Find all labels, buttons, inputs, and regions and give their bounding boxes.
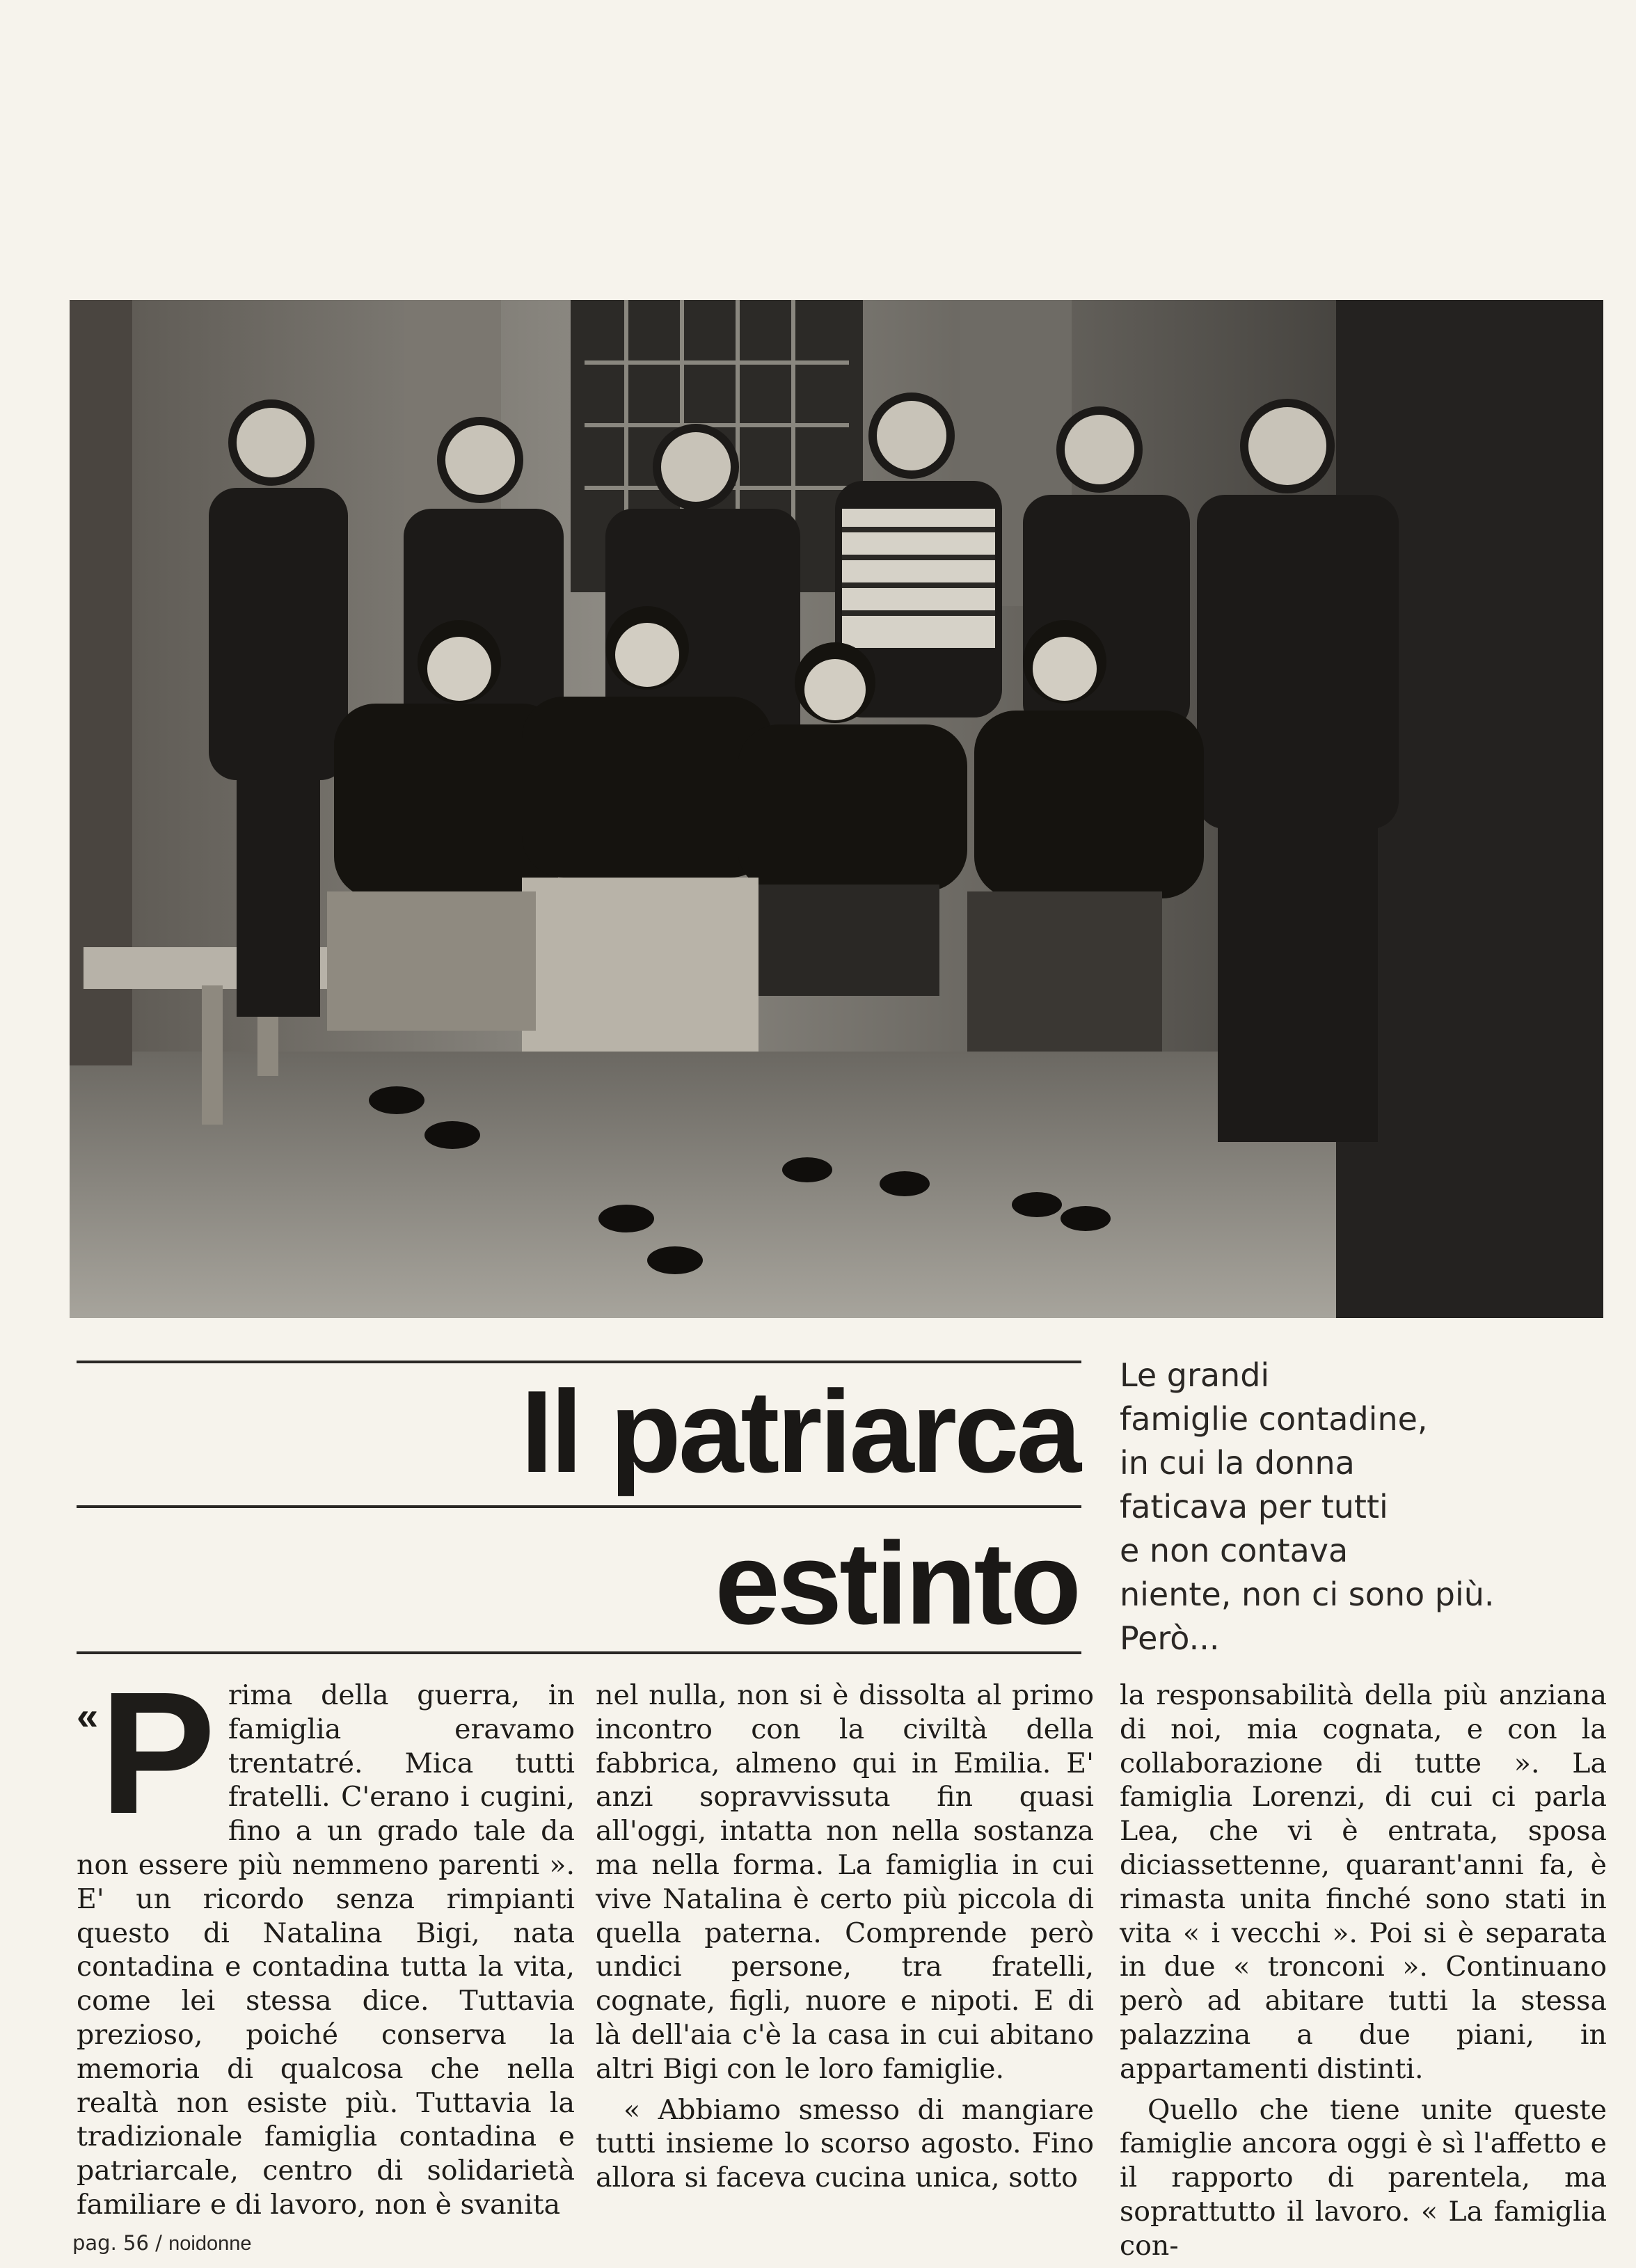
subtitle-line: Però... [1120, 1619, 1220, 1657]
article-column-1 [77, 1656, 575, 2222]
magazine-name: noidonne [168, 2233, 252, 2255]
article-column-3 [1120, 1679, 1607, 2263]
article-paragraph: nel nulla, non si è dissolta al primo incontro con la civiltà della fabbrica, almeno qui in Emilia. E' anzi sopravvissuta fin quasi all'oggi, intatta non nella sostanza ma nella forma. La famiglia in cui vive Natalina è certo più piccola di quella paterna. Comprende però undici persone, tra fratelli, cognate, figli, nuore e nipoti. E di là dell'aia c'è la casa in cui abitano altri Bigi con le loro famiglie. [596, 1679, 1094, 2085]
drop-cap-letter: P [100, 1656, 216, 1850]
page-footer [72, 2231, 252, 2255]
subtitle-line: Le grandi [1120, 1356, 1270, 1394]
family-group-photo-icon [70, 300, 1603, 1318]
drop-cap [77, 1656, 216, 1850]
article-paragraph: rima della guerra, in famiglia eravamo trentatré. Mica tutti fratelli. C'erano i cugini, fino a un grado tale da non essere più nemmeno parenti ». E' un ricordo senza rimpianti questo di Natalina Bigi, nata contadina e contadina tutta la vita, come lei stessa dice. Tuttavia prezioso, poiché conserva la memoria di qualcosa che nella realtà non esiste più. Tuttavia la tradizionale famiglia contadina e patriarcale, centro di solidarietà familiare e di lavoro, non è svanita [77, 1679, 575, 2221]
headline-rule-middle [77, 1505, 1081, 1508]
article-paragraph: Quello che tiene unite queste famiglie ancora oggi è sì l'affetto e il rapporto di parentela, ma soprattutto il lavoro. « La famiglia con- [1120, 2093, 1607, 2262]
subtitle-line: faticava per tutti [1120, 1488, 1388, 1525]
headline-line-2: estinto [715, 1518, 1079, 1649]
footer-separator: / [155, 2231, 162, 2255]
drop-cap-quote: « [77, 1694, 99, 1738]
subtitle-line: e non contava [1120, 1532, 1349, 1569]
headline-rule-top [77, 1361, 1081, 1363]
page-number: pag. 56 [72, 2231, 149, 2255]
subtitle [1120, 1354, 1607, 1660]
article-column-2 [596, 1679, 1094, 2195]
family-photo [70, 300, 1603, 1318]
subtitle-line: famiglie contadine, [1120, 1400, 1428, 1438]
headline-rule-bottom [77, 1651, 1081, 1654]
article-paragraph: « Abbiamo smesso di mangiare tutti insieme lo scorso agosto. Fino allora si faceva cucina unica, sotto [596, 2093, 1094, 2194]
headline-line-1: Il patriarca [521, 1366, 1079, 1497]
subtitle-line: in cui la donna [1120, 1444, 1355, 1482]
subtitle-line: niente, non ci sono più. [1120, 1576, 1495, 1613]
article-paragraph: la responsabilità della più anziana di noi, mia cognata, e con la collaborazione di tutte ». La famiglia Lorenzi, di cui ci parla Lea, che vi è entrata, sposa diciassettenne, quarant'anni fa, è rimasta unita finché sono stati in vita « i vecchi ». Poi si è separata in due « tronconi ». Continuano però ad abitare tutti la stessa palazzina a due piani, in appartamenti distinti. [1120, 1679, 1607, 2085]
